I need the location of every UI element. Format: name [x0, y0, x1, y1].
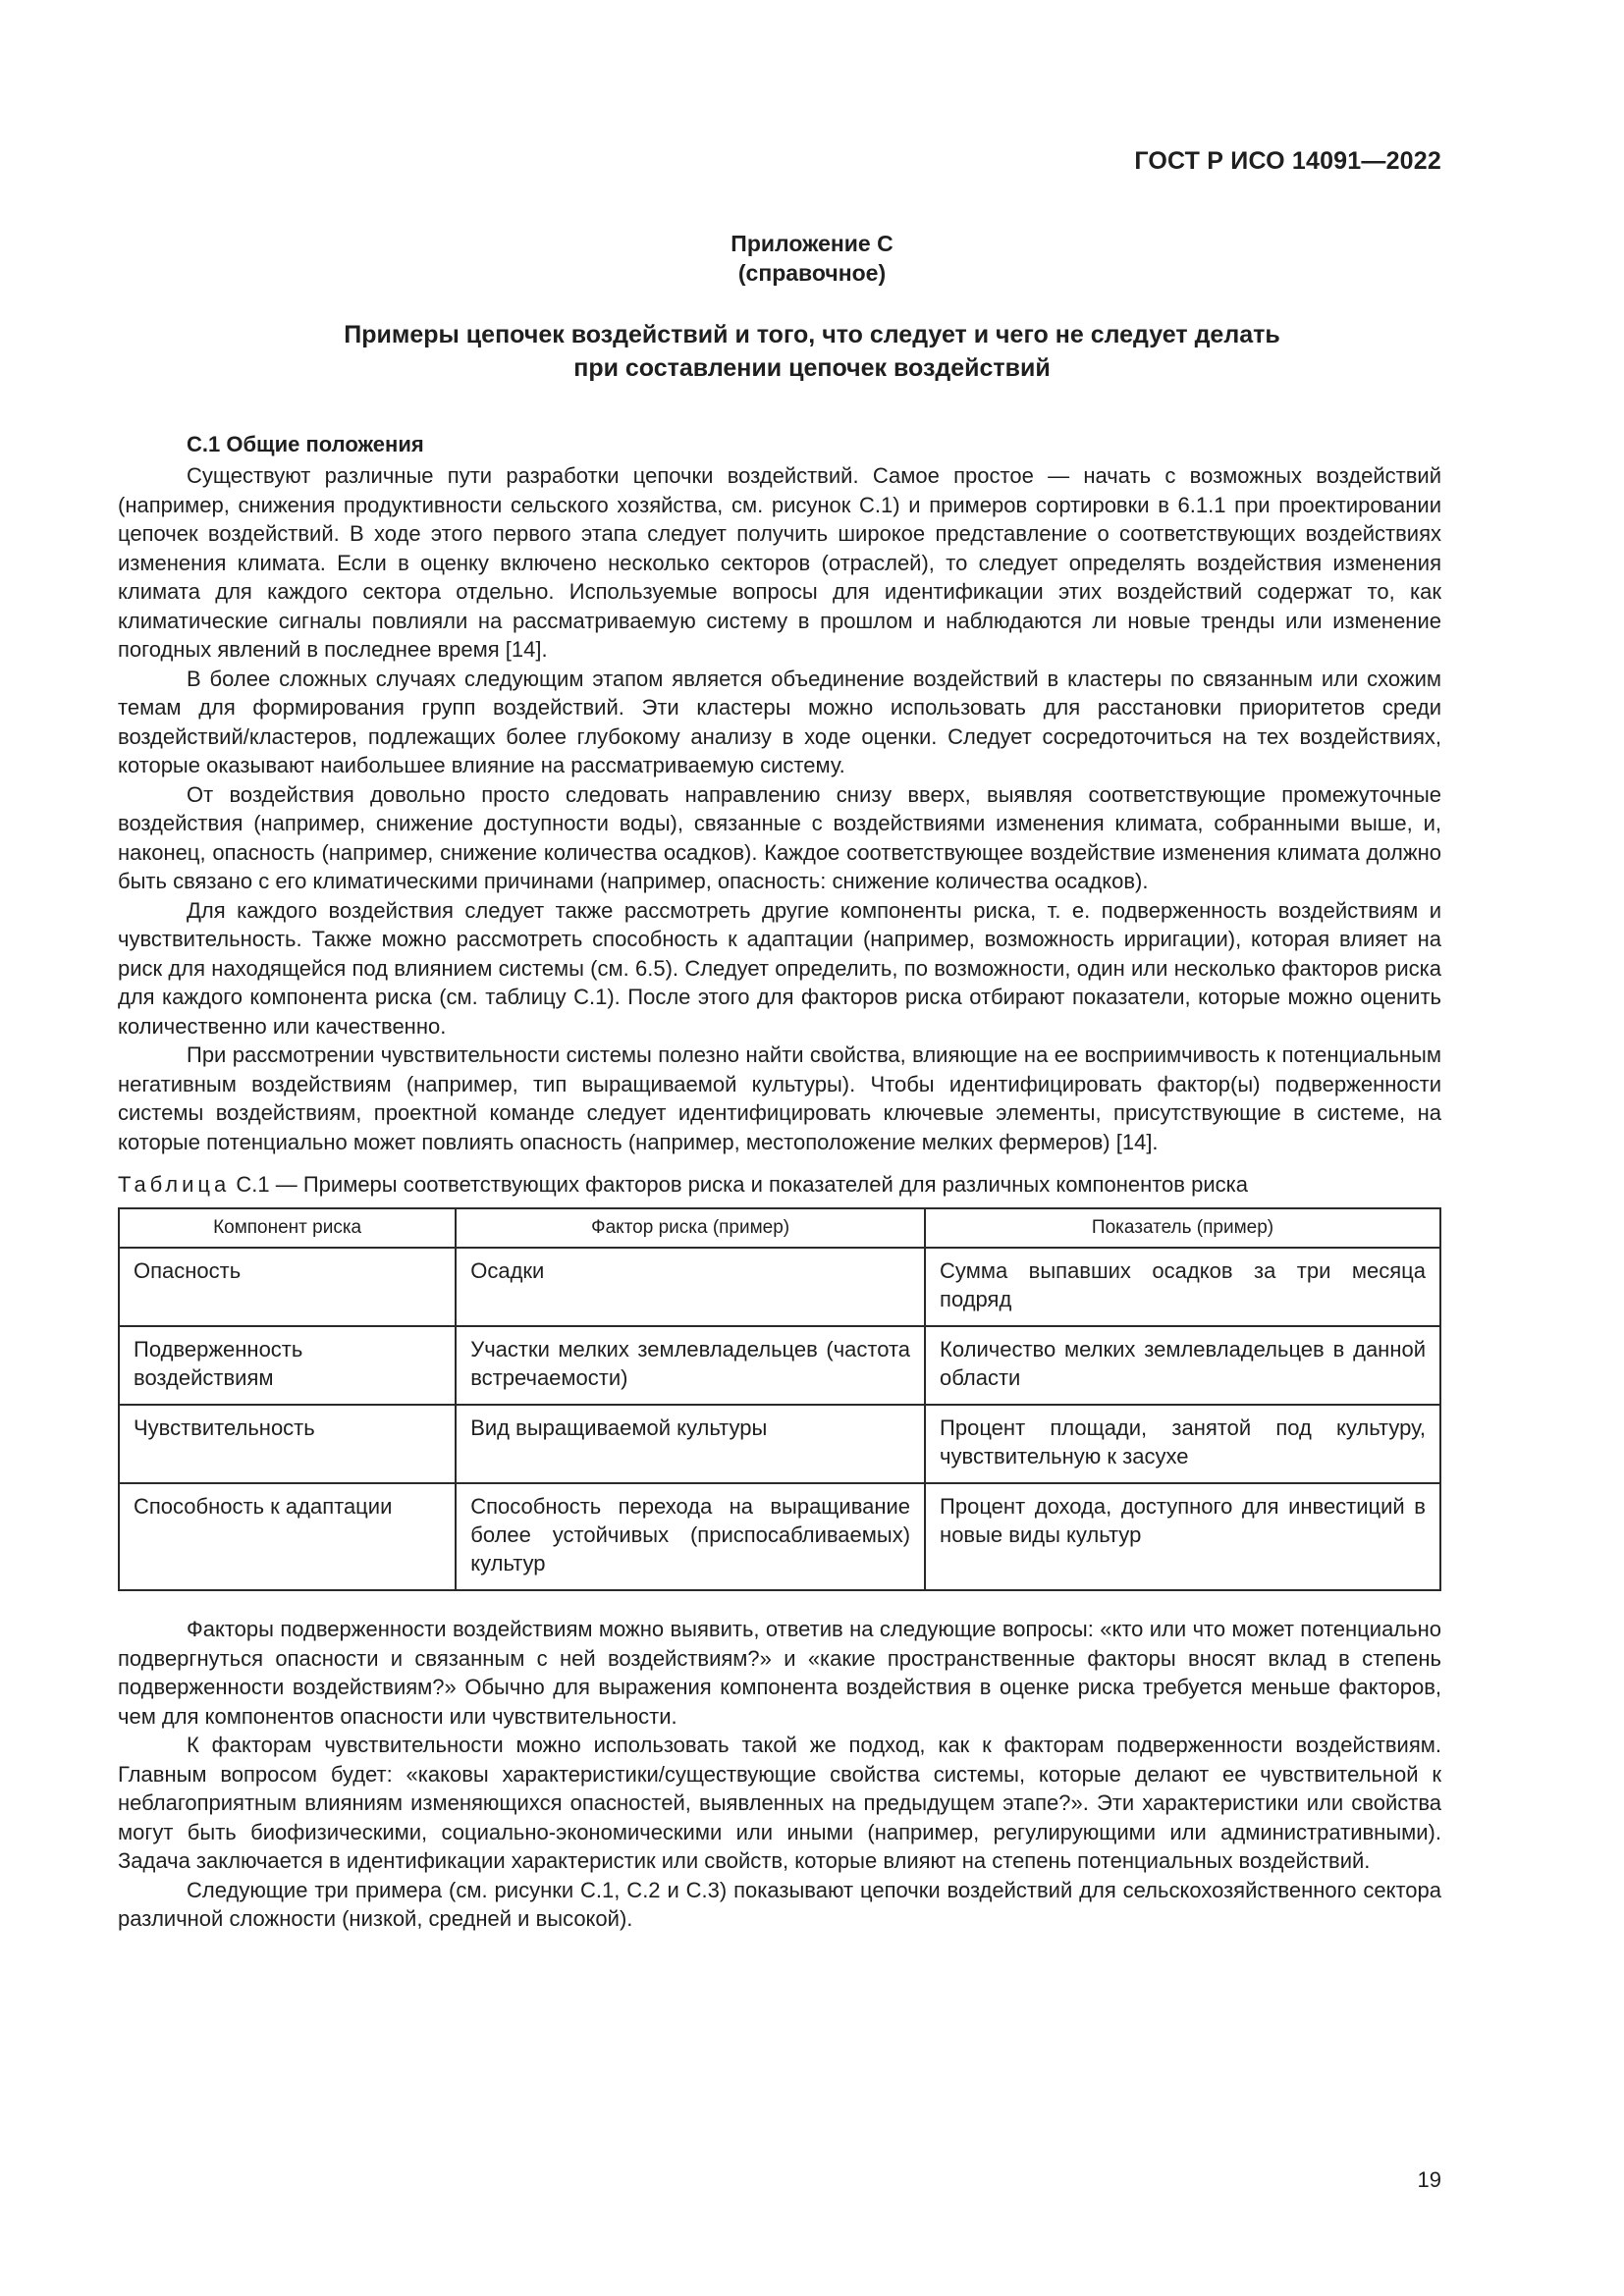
table-cell: Процент площади, занятой под культуру, чувствительную к засухе [925, 1405, 1440, 1483]
paragraph: К факторам чувствительности можно использовать такой же подход, как к факторам подверженности воздействиям. Главным вопросом будет: «каковы характеристики/существующие свойства системы, которые делают ее чувствительной к неблагоприятным влияниям изменяющихся опасностей, выявленных на предыдущем этапе?». Эти характеристики или свойства могут быть биофизическими, социально-экономическими или иными (например, регулирующими или административными). Задача заключается в идентификации характеристик или свойств, которые влияют на степень потенциальных воздействий. [118, 1733, 1441, 1873]
table-cell: Способность перехода на выращивание более устойчивых (приспосабливаемых) культур [456, 1483, 925, 1590]
table-cell: Чувствительность [119, 1405, 456, 1483]
main-content [118, 430, 1441, 1934]
appendix-title-line-2: при составлении цепочек воздействий [573, 354, 1051, 382]
table-cell: Способность к адаптации [119, 1483, 456, 1590]
table-row [119, 1483, 1440, 1590]
table-row [119, 1248, 1440, 1326]
table-cell: Количество мелких землевладельцев в данной области [925, 1326, 1440, 1405]
paragraph: Для каждого воздействия следует также рассмотреть другие компоненты риска, т. е. подверженность воздействиям и чувствительность. Также можно рассмотреть способность к адаптации (например, возможность ирригации), которая влияет на риск для находящейся под влиянием системы (см. 6.5). Следует определить, по возможности, один или несколько факторов риска для каждого компонента риска (см. таблицу С.1). После этого для факторов риска отбирают показатели, которые можно оценить количественно или качественно. [118, 897, 1441, 1039]
table-cell: Участки мелких землевладельцев (частота встречаемости) [456, 1326, 925, 1405]
table-caption-prefix: Таблица [118, 1172, 231, 1197]
paragraph: Следующие три примера (см. рисунки С.1, С.2 и С.3) показывают цепочки воздействий для сельскохозяйственного сектора различной сложности (низкой, средней и высокой). [118, 1877, 1441, 1931]
paragraph: Факторы подверженности воздействиям можно выявить, ответив на следующие вопросы: «кто или что может потенциально подвергнуться опасности и связанным с ней воздействиям?» и «какие пространственные факторы вносят вклад в степень подверженности воздействиям?» Обычно для выражения компонента воздействия в оценке риска требуется меньше факторов, чем для компонентов опасности или чувствительности. [118, 1617, 1441, 1729]
paragraph: В более сложных случаях следующим этапом является объединение воздействий в кластеры по связанным или схожим темам для формирования групп воздействий. Эти кластеры можно использовать для расстановки приоритетов среди воздействий/кластеров, подлежащих более глубокому анализу в ходе оценки. Следует сосредоточиться на тех воздействиях, которые оказывают наибольшее влияние на рассматриваемую систему. [118, 666, 1441, 777]
column-header: Показатель (пример) [925, 1208, 1440, 1248]
appendix-heading [0, 229, 1624, 288]
appendix-title-line-1: Примеры цепочек воздействий и того, что следует и чего не следует делать [344, 321, 1280, 348]
appendix-status: (справочное) [737, 260, 887, 286]
table-cell: Опасность [119, 1248, 456, 1326]
table-cell: Вид выращиваемой культуры [456, 1405, 925, 1483]
table-header-row [119, 1208, 1440, 1248]
table-cell: Осадки [456, 1248, 925, 1326]
table-cell: Подверженность воздействиям [119, 1326, 456, 1405]
paragraph: Существуют различные пути разработки цепочки воздействий. Самое простое — начать с возможных воздействий (например, снижения продуктивности сельского хозяйства, см. рисунок С.1) и примеров сортировки в 6.1.1 при проектировании цепочек воздействий. В ходе этого первого этапа следует получить широкое представление о соответствующих воздействиях изменения климата. Если в оценку включено несколько секторов (отраслей), то следует определять воздействия изменения климата для каждого сектора отдельно. Используемые вопросы для идентификации этих воздействий содержат то, как климатические сигналы повлияли на рассматриваемую систему в прошлом и наблюдаются ли новые тренды или изменение погодных явлений в последнее время [14]. [118, 463, 1441, 662]
table-caption-text: С.1 — Примеры соответствующих факторов риска и показателей для различных компонентов риска [236, 1172, 1248, 1197]
appendix-label: Приложение С [731, 231, 893, 256]
standard-designation: ГОСТ Р ИСО 14091—2022 [1134, 147, 1441, 175]
paragraph: От воздействия довольно просто следовать направлению снизу вверх, выявляя соответствующие промежуточные воздействия (например, снижение доступности воды), связанные с воздействиями изменения климата, собранными выше, и, наконец, опасность (например, снижение количества осадков). Каждое соответствующее воздействие изменения климата должно быть связано с его климатическими причинами (например, опасность: снижение количества осадков). [118, 781, 1441, 893]
table-row [119, 1405, 1440, 1483]
table-cell: Процент дохода, доступного для инвестиций в новые виды культур [925, 1483, 1440, 1590]
table-cell: Сумма выпавших осадков за три месяца подряд [925, 1248, 1440, 1326]
table-row [119, 1326, 1440, 1405]
table-caption [118, 1170, 1441, 1200]
column-header: Компонент риска [119, 1208, 456, 1248]
page-number: 19 [1417, 2167, 1441, 2192]
risk-factors-table [118, 1207, 1441, 1591]
appendix-title [177, 318, 1447, 385]
section-heading: С.1 Общие положения [187, 432, 424, 456]
column-header: Фактор риска (пример) [456, 1208, 925, 1248]
paragraph: При рассмотрении чувствительности системы полезно найти свойства, влияющие на ее восприимчивость к потенциальным негативным воздействиям (например, тип выращиваемой культуры). Чтобы идентифицировать фактор(ы) подверженности системы воздействиям, проектной команде следует идентифицировать ключевые элементы, присутствующие в системе, на которые потенциально может повлиять опасность (например, местоположение мелких фермеров) [14]. [118, 1042, 1441, 1154]
